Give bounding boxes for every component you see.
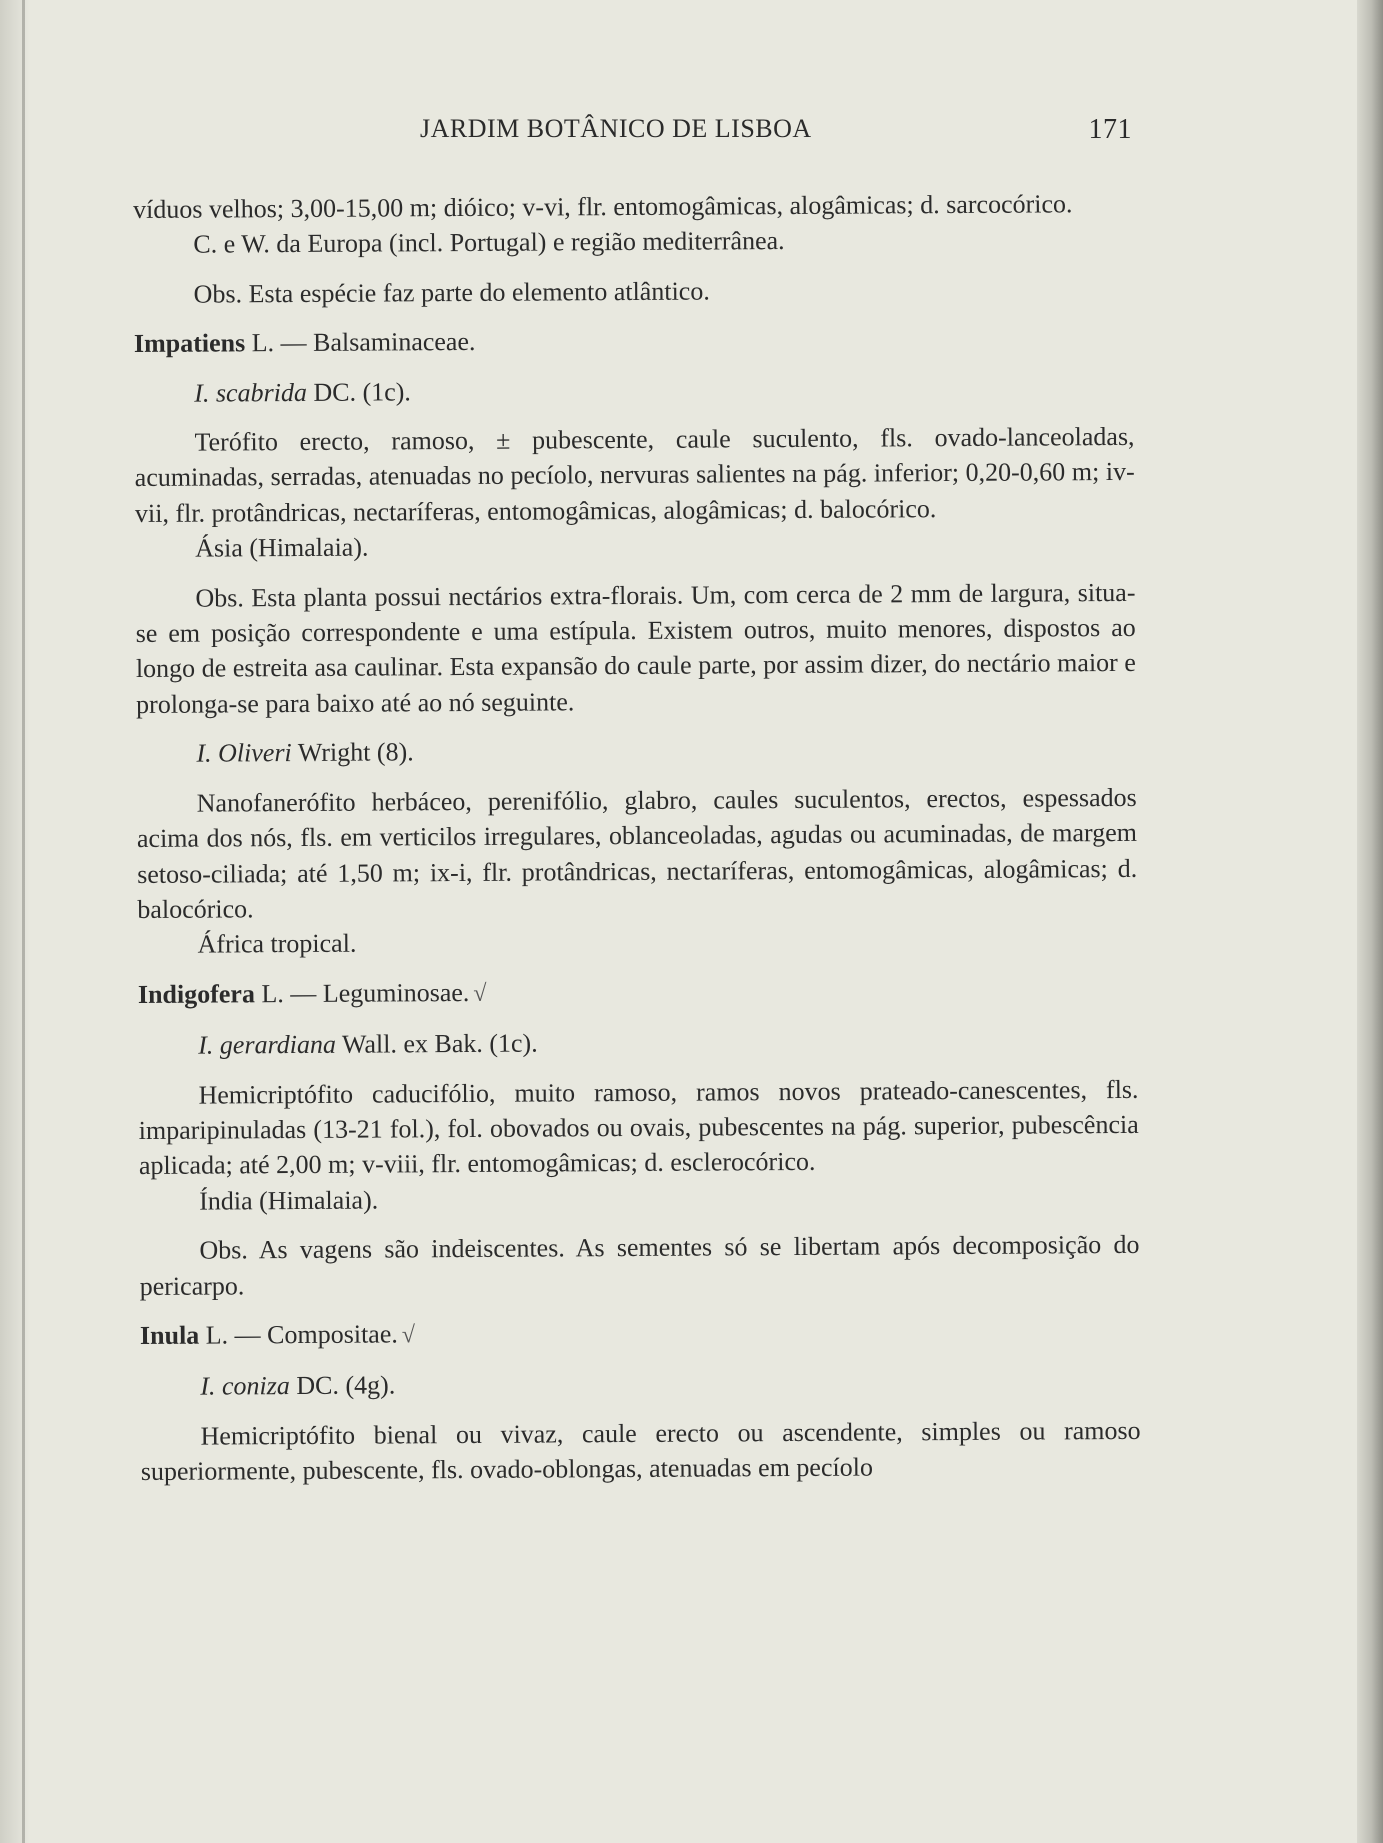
description: Hemicriptófito bienal ou vivaz, caule erecto ou ascendente, simples ou ramoso superiormente, pubescente, fls. ovado-oblongas, atenuadas em pecíolo — [140, 1415, 1141, 1487]
species-author: DC. (1c). — [306, 376, 411, 407]
observation: Obs. Esta espécie faz parte do elemento atlântico. — [193, 276, 710, 309]
genus-name: Impatiens — [133, 328, 246, 359]
species-name: I. gerardiana — [198, 1029, 337, 1060]
species-name: I. Oliveri — [196, 738, 292, 768]
observation: Obs. Esta planta possui nectários extra-florais. Um, com cerca de 2 mm de largura, situa-se em posição correspondente e uma estípula. Existem outros, muito menores, dispostos ao longo de estreita asa caulinar. Esta expansão do caule parte, por assim dizer, do nectário maior e prolonga-se para baixo até ao nó seguinte. — [135, 577, 1136, 719]
description: Hemicriptófito caducifólio, muito ramoso, ramos novos prateado-canescentes, fls. imparipinuladas (13-21 fol.), fol. obovados ou ovais, pubescentes na pág. superior, pubescência aplicada; até 2,00 m; v-viii, flr. entomogâmicas; d. esclerocórico. — [138, 1074, 1139, 1181]
distribution: C. e W. da Europa (incl. Portugal) e região mediterrânea. — [193, 226, 785, 260]
distribution: África tropical. — [197, 928, 357, 959]
description: Nanofanerófito herbáceo, perenifólio, glabro, caules suculentos, erectos, espessados acima dos nós, fls. em verticilos irregulares, oblanceoladas, agudas ou acuminadas, de margem setoso-ciliada; até 1,50 m; ix-i, flr. protândricas, nectaríferas, entomogâmicas, alogâmicas; d. balocórico. — [136, 782, 1138, 924]
genus-heading — [140, 1312, 1140, 1356]
body-text — [133, 186, 1141, 1490]
species-name: I. coniza — [200, 1371, 290, 1401]
genus-family: L. — Leguminosae. — [254, 977, 470, 1008]
genus-name: Inula — [139, 1320, 200, 1350]
species-heading — [138, 1022, 1138, 1064]
binding-line — [22, 0, 25, 1843]
genus-heading — [134, 320, 1134, 362]
handwritten-check-mark: √ — [473, 980, 487, 1007]
species-name: I. scabrida — [194, 377, 307, 408]
paragraph: víduos velhos; 3,00-15,00 m; dióico; v-vi, flr. entomogâmicas, alogâmicas; d. sarcocórico. — [133, 189, 1073, 224]
page-right-edge — [1357, 0, 1383, 1843]
genus-heading — [138, 971, 1138, 1015]
genus-name: Indigofera — [137, 978, 255, 1009]
species-author: Wright (8). — [291, 737, 414, 768]
species-heading — [136, 730, 1136, 772]
handwritten-check-mark: √ — [401, 1322, 416, 1349]
distribution: Ásia (Himalaia). — [195, 532, 369, 563]
description: Terófito erecto, ramoso, ± pubescente, caule suculento, fls. ovado-lanceoladas, acuminadas, serradas, atenuadas no pecíolo, nervuras salientes na pág. inferior; 0,20-0,60 m; iv-vii, flr. protândricas, nectaríferas, entomogâmicas, alogâmicas; d. balocórico. — [134, 421, 1135, 528]
distribution: Índia (Himalaia). — [199, 1185, 379, 1216]
header-title: JARDIM BOTÂNICO DE LISBOA — [420, 114, 812, 143]
genus-family: L. — Compositae. — [199, 1319, 398, 1350]
page-left-shadow — [0, 0, 30, 1843]
species-heading — [140, 1363, 1140, 1405]
species-heading — [134, 370, 1134, 412]
observation: Obs. As vagens são indeiscentes. As sementes só se libertam após decomposição do pericarpo. — [139, 1230, 1140, 1301]
genus-family: L. — Balsaminaceae. — [245, 327, 476, 358]
species-author: DC. (4g). — [289, 1370, 396, 1401]
species-author: Wall. ex Bak. (1c). — [335, 1028, 538, 1059]
page-number: 171 — [1088, 114, 1132, 145]
